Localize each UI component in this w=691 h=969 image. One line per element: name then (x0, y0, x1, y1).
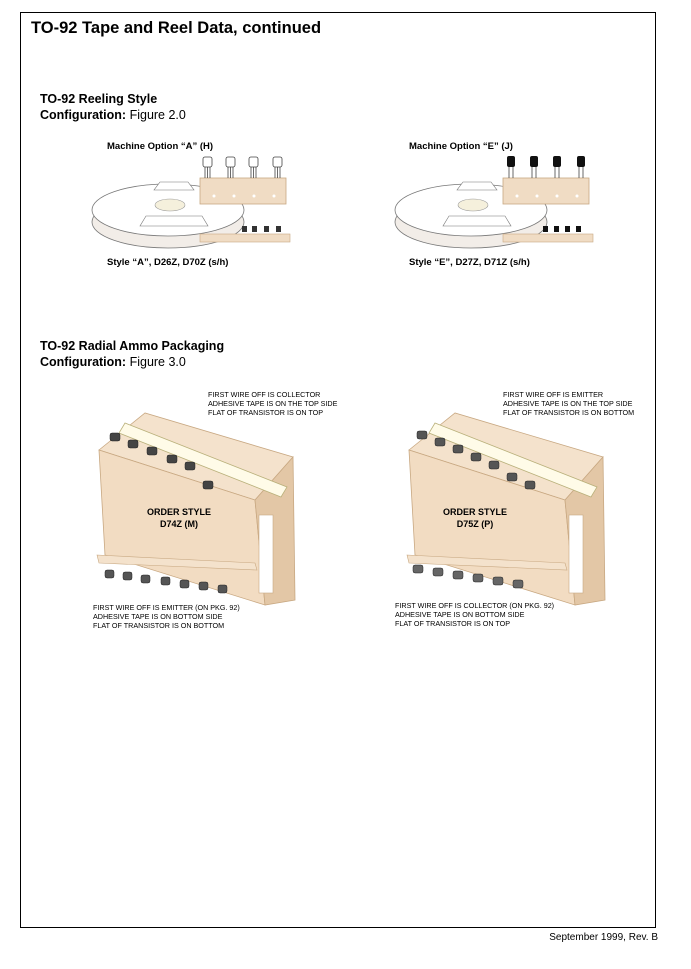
machine-option-a-caption: Machine Option “A” (H) (107, 141, 214, 152)
note-line: ADHESIVE TAPE IS ON THE TOP SIDE (208, 399, 338, 409)
ammo-config-label: Configuration: (40, 355, 127, 369)
note-line: FIRST WIRE OFF IS EMITTER (ON PKG. 92) (93, 603, 240, 612)
reeling-config-label: Configuration: (40, 108, 127, 122)
ammo-right-bottom-notes (395, 601, 554, 629)
ammo-title: TO-92 Radial Ammo Packaging (40, 339, 225, 353)
note-line: ADHESIVE TAPE IS ON BOTTOM SIDE (395, 610, 525, 620)
page-title: TO-92 Tape and Reel Data, continued (31, 19, 322, 37)
reeling-title: TO-92 Reeling Style (40, 92, 158, 106)
ammo-box-illustration-d74z (95, 405, 300, 605)
reel-illustration-e (393, 152, 608, 262)
ammo-heading (40, 338, 224, 370)
note-line: FIRST WIRE OFF IS EMITTER (503, 390, 604, 399)
ammo-config-value: Figure 3.0 (129, 355, 186, 369)
reeling-config-value: Figure 2.0 (129, 108, 186, 122)
note-line: FLAT OF TRANSISTOR IS ON BOTTOM (503, 408, 635, 418)
order-style-label: ORDER STYLE (442, 507, 507, 517)
note-line: ADHESIVE TAPE IS ON THE TOP SIDE (503, 399, 633, 409)
note-line: FIRST WIRE OFF IS COLLECTOR (ON PKG. 92) (395, 601, 555, 610)
ammo-config (40, 354, 224, 370)
machine-option-e-caption: Machine Option “E” (J) (409, 141, 513, 152)
order-style-d75z (437, 506, 513, 530)
ammo-left-bottom-notes (93, 603, 240, 631)
note-line: FLAT OF TRANSISTOR IS ON TOP (395, 619, 511, 629)
style-a-caption: Style “A”, D26Z, D70Z (s/h) (107, 257, 229, 268)
reeling-heading (40, 91, 186, 123)
order-style-d74z (141, 506, 217, 530)
reeling-config (40, 107, 186, 123)
style-e-caption: Style “E”, D27Z, D71Z (s/h) (409, 257, 530, 268)
note-line: FLAT OF TRANSISTOR IS ON TOP (208, 408, 324, 418)
reel-a-components (90, 152, 305, 262)
page-footer: September 1999, Rev. B (549, 932, 658, 943)
order-style-label: ORDER STYLE (146, 507, 211, 517)
note-line: ADHESIVE TAPE IS ON BOTTOM SIDE (93, 612, 223, 622)
order-style-code: D74Z (M) (160, 519, 198, 529)
note-line: FLAT OF TRANSISTOR IS ON BOTTOM (93, 621, 225, 631)
order-style-code: D75Z (P) (456, 519, 494, 529)
ammo-box-illustration-d75z (405, 405, 610, 605)
note-line: FIRST WIRE OFF IS COLLECTOR (208, 390, 321, 399)
